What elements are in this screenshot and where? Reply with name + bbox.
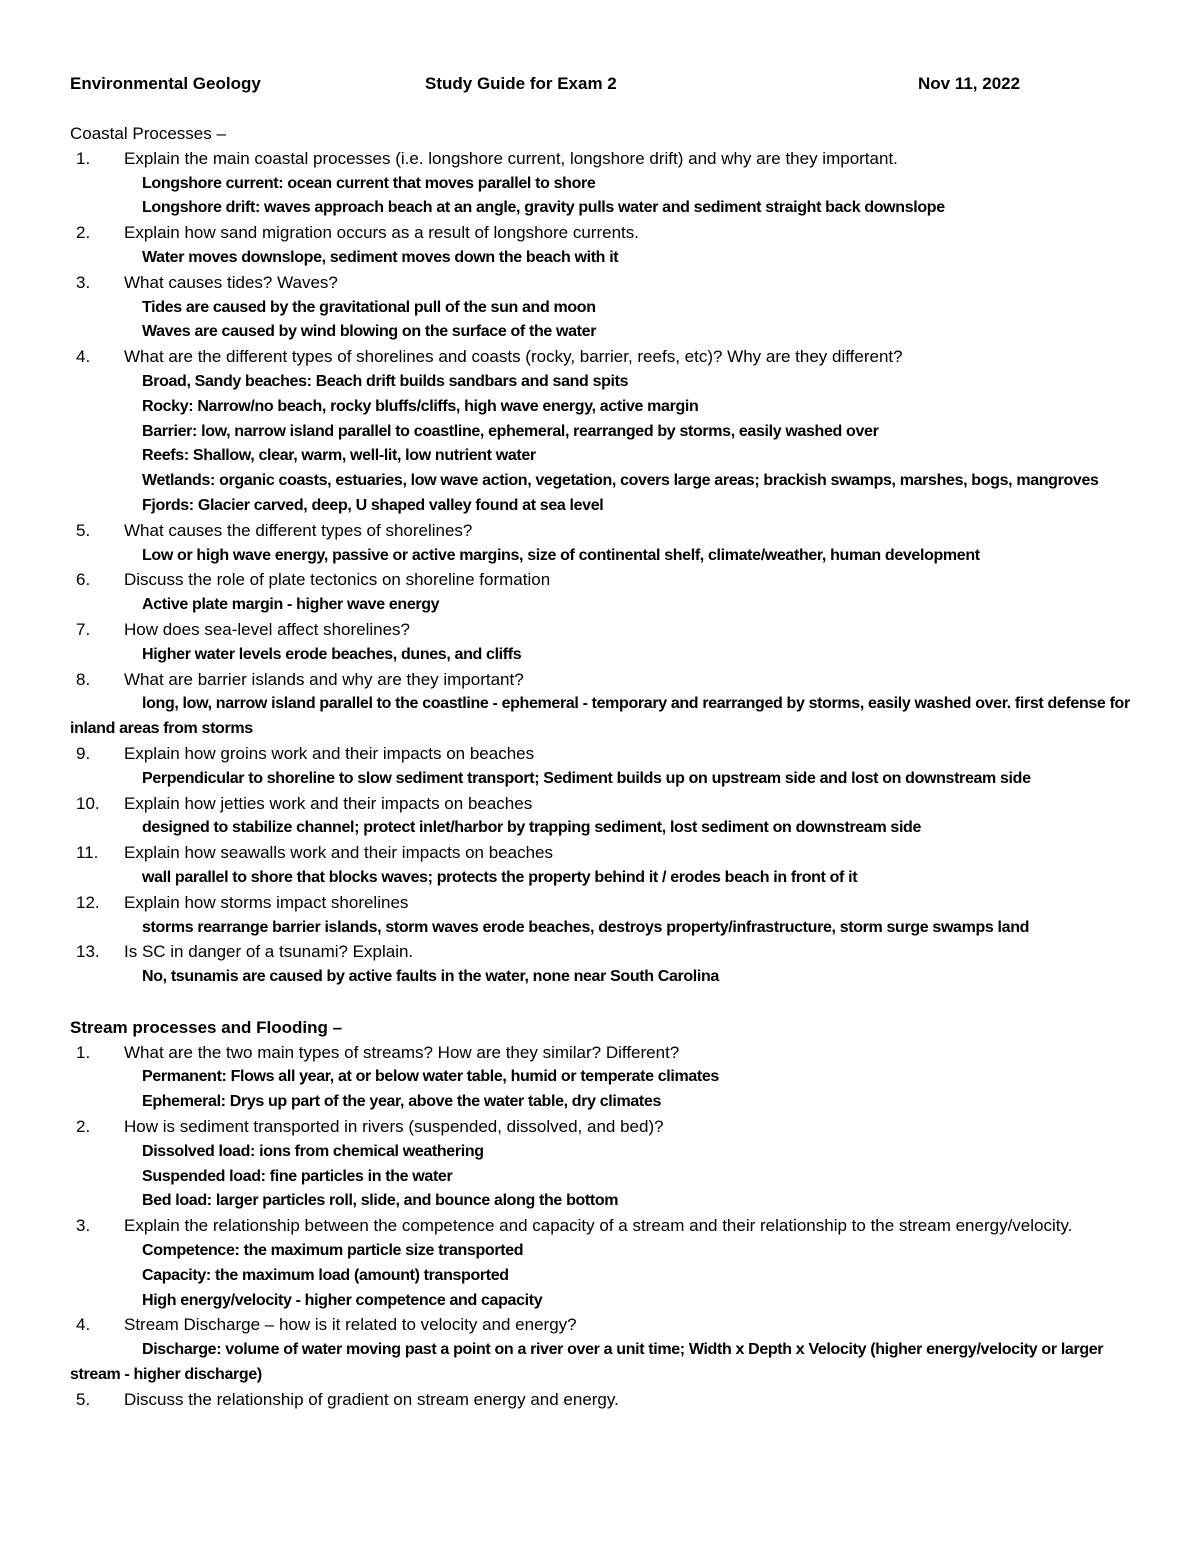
answer-line: storms rearrange barrier islands, storm waves erode beaches, destroys property/infrastructure, storm surge swamps land [142, 918, 1030, 936]
question-number: 2. [76, 1117, 91, 1137]
question-text: What causes the different types of shorelines? [124, 520, 473, 540]
question-item [70, 1313, 1140, 1338]
answer-line: High energy/velocity - higher competence and capacity [142, 1291, 543, 1309]
question-text: What are the two main types of streams? How are they similar? Different? [124, 1042, 680, 1062]
question-item [70, 1388, 1140, 1413]
answer-line: Dissolved load: ions from chemical weathering [142, 1142, 484, 1160]
question-number: 4. [76, 1315, 91, 1335]
question-number: 10. [76, 793, 100, 813]
question-item [70, 841, 1140, 866]
answer-line: Low or high wave energy, passive or active margins, size of continental shelf, climate/weather, human development [142, 546, 980, 564]
answer-line: Discharge: volume of water moving past a point on a river over a unit time; Width x Depth x Velocity (higher energy/velocity or larger stream - higher discharge) [70, 1341, 1104, 1384]
question-item [70, 940, 1140, 965]
answer-line: Ephemeral: Drys up part of the year, above the water table, dry climates [142, 1093, 661, 1111]
question-number: 4. [76, 347, 91, 367]
section-title: Coastal Processes – [70, 124, 226, 143]
question-text: What are barrier islands and why are they important? [124, 669, 524, 689]
question-number: 2. [76, 223, 91, 243]
answer-line: Permanent: Flows all year, at or below water table, humid or temperate climates [142, 1068, 719, 1086]
answer-line: Capacity: the maximum load (amount) transported [142, 1266, 509, 1284]
question-item [70, 668, 1140, 693]
document-date: Nov 11, 2022 [918, 74, 1021, 93]
question-number: 3. [76, 1216, 91, 1236]
question-item [70, 568, 1140, 593]
answer-line: No, tsunamis are caused by active faults in the water, none near South Carolina [142, 968, 719, 986]
question-text: Stream Discharge – how is it related to velocity and energy? [124, 1315, 577, 1335]
answer-line: Higher water levels erode beaches, dunes, and cliffs [142, 645, 522, 663]
question-item [70, 519, 1140, 544]
question-item [70, 1041, 1140, 1066]
document-title: Study Guide for Exam 2 [425, 74, 617, 93]
answer-line: Broad, Sandy beaches: Beach drift builds sandbars and sand spits [142, 372, 629, 390]
answer-line: Rocky: Narrow/no beach, rocky bluffs/cliffs, high wave energy, active margin [142, 397, 699, 415]
question-text: Explain how storms impact shorelines [124, 892, 409, 912]
question-item [70, 345, 1140, 370]
question-text: Discuss the role of plate tectonics on shoreline formation [124, 570, 551, 590]
answer-line: wall parallel to shore that blocks waves; protects the property behind it / erodes beach in front of it [142, 868, 858, 886]
course-name: Environmental Geology [70, 74, 261, 93]
answer-line: Barrier: low, narrow island parallel to coastline, ephemeral, rearranged by storms, easily washed over [142, 422, 879, 440]
question-text: Explain the main coastal processes (i.e. longshore current, longshore drift) and why are they important. [124, 148, 898, 168]
answer-line: Wetlands: organic coasts, estuaries, low wave action, vegetation, covers large areas; brackish swamps, marshes, bogs, mangroves [142, 472, 1099, 490]
answer-line: Tides are caused by the gravitational pull of the sun and moon [142, 298, 596, 316]
answer-line: long, low, narrow island parallel to the coastline - ephemeral - temporary and rearranged by storms, easily washed over. first defense for inland areas from storms [70, 695, 1130, 738]
question-item [70, 221, 1140, 246]
question-item [70, 792, 1140, 817]
question-text: How does sea-level affect shorelines? [124, 619, 411, 639]
answer-line: Perpendicular to shoreline to slow sediment transport; Sediment builds up on upstream side and lost on downstream side [142, 769, 1031, 787]
question-text: Explain how groins work and their impacts on beaches [124, 743, 535, 763]
answer-line: Bed load: larger particles roll, slide, and bounce along the bottom [142, 1192, 619, 1210]
section-title: Stream processes and Flooding – [70, 1017, 343, 1037]
question-item [70, 1214, 1140, 1239]
question-text: What causes tides? Waves? [124, 272, 338, 292]
document-header [70, 72, 1140, 98]
answer-line: Reefs: Shallow, clear, warm, well-lit, low nutrient water [142, 447, 536, 465]
question-number: 7. [76, 619, 91, 639]
answer-line: Active plate margin - higher wave energy [142, 596, 440, 614]
question-text: Explain the relationship between the competence and capacity of a stream and their relationship to the stream energy/velocity. [124, 1216, 1073, 1236]
question-item [70, 742, 1140, 767]
question-item [70, 1115, 1140, 1140]
question-item [70, 147, 1140, 172]
question-number: 13. [76, 942, 100, 962]
answer-line: Longshore current: ocean current that moves parallel to shore [142, 174, 596, 192]
question-number: 11. [76, 843, 99, 863]
question-text: How is sediment transported in rivers (suspended, dissolved, and bed)? [124, 1117, 664, 1137]
section-gap [70, 990, 1140, 1016]
document-body [70, 122, 1140, 1413]
question-text: Explain how jetties work and their impacts on beaches [124, 793, 533, 813]
question-text: Explain how sand migration occurs as a result of longshore currents. [124, 223, 639, 243]
answer-line: Waves are caused by wind blowing on the surface of the water [142, 323, 597, 341]
question-text: Explain how seawalls work and their impacts on beaches [124, 843, 554, 863]
question-number: 5. [76, 520, 91, 540]
answer-line: Water moves downslope, sediment moves down the beach with it [142, 248, 619, 266]
question-item [70, 271, 1140, 296]
question-item [70, 618, 1140, 643]
study-guide-page [70, 72, 1140, 1413]
answer-line: Longshore drift: waves approach beach at an angle, gravity pulls water and sediment straight back downslope [142, 199, 945, 217]
question-number: 9. [76, 743, 91, 763]
question-number: 12. [76, 892, 100, 912]
answer-line: Competence: the maximum particle size transported [142, 1242, 524, 1260]
question-item [70, 891, 1140, 916]
question-text: Is SC in danger of a tsunami? Explain. [124, 942, 414, 962]
question-text: Discuss the relationship of gradient on stream energy and energy. [124, 1389, 619, 1409]
question-number: 5. [76, 1389, 91, 1409]
question-number: 1. [76, 1042, 91, 1062]
answer-line: designed to stabilize channel; protect inlet/harbor by trapping sediment, lost sediment on downstream side [142, 819, 922, 837]
question-text: What are the different types of shorelines and coasts (rocky, barrier, reefs, etc)? Why are they different? [124, 347, 903, 367]
question-number: 8. [76, 669, 91, 689]
question-number: 3. [76, 272, 91, 292]
answer-line: Suspended load: fine particles in the water [142, 1167, 453, 1185]
question-number: 6. [76, 570, 91, 590]
answer-line: Fjords: Glacier carved, deep, U shaped valley found at sea level [142, 496, 604, 514]
question-number: 1. [76, 148, 91, 168]
